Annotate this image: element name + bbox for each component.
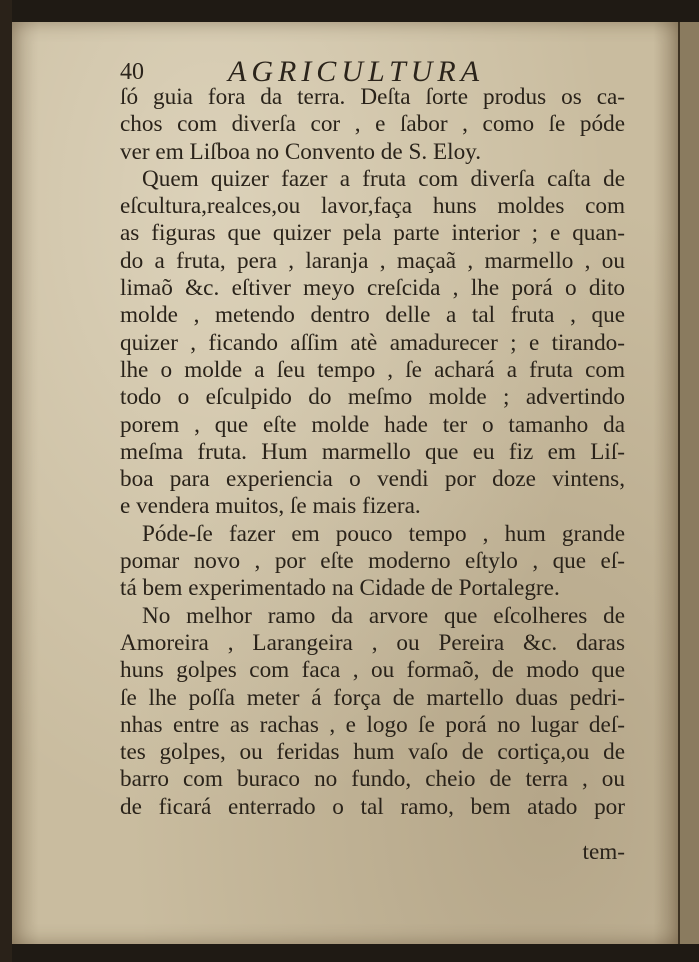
text-line: ſó guia fora da terra. Deſta ſorte produs os ca- [120, 84, 625, 110]
text-line: chos com diverſa cor , e ſabor , como ſe póde [120, 111, 625, 138]
binding-shadow [0, 0, 12, 962]
text-line: Quem quizer fazer a fruta com diverſa caſta de [142, 165, 625, 192]
text-line: e vendera muitos, ſe mais fizera. [120, 493, 421, 520]
text-line: de ficará enterrado o tal ramo, bem atado por [120, 793, 625, 820]
text-line: lhe o molde a ſeu tempo , ſe achará a fruta com [120, 356, 625, 383]
text-line: boa para experiencia o vendi por doze vintens, [120, 466, 625, 493]
text-line: porem , que eſte molde hade ter o tamanho da [120, 411, 625, 438]
text-line: as figuras que quizer pela parte interior ; e quan- [120, 220, 625, 247]
text-line: No melhor ramo da arvore que eſcolheres de [142, 602, 625, 629]
text-line: limaõ &c. eſtiver meyo creſcida , lhe porá o dito [120, 275, 625, 302]
text-line: tá bem experimentado na Cidade de Portalegre. [120, 575, 560, 602]
catchword: tem- [582, 839, 625, 865]
text-line: huns golpes com faca , ou formaõ, de modo que [120, 657, 625, 684]
text-line: do a fruta, pera , laranja , maçaã , marmello , ou [120, 247, 625, 274]
text-line: eſcultura,realces,ou lavor,faça huns moldes com [120, 193, 625, 220]
text-line: Amoreira , Larangeira , ou Pereira &c. daras [120, 629, 625, 656]
text-line: todo o eſculpido do meſmo molde ; advertindo [120, 384, 625, 411]
text-line: tes golpes, ou feridas hum vaſo de cortiça,ou de [120, 739, 625, 766]
text-line: meſma fruta. Hum marmello que eu fiz em Liſ- [120, 438, 625, 465]
text-line: molde , metendo dentro delle a tal fruta , que [120, 302, 625, 329]
text-line: ver em Liſboa no Convento de S. Eloy. [120, 138, 482, 165]
text-line: quizer , ficando aſſim atè amadurecer ; e tirando- [120, 329, 625, 356]
text-line: Póde-ſe fazer em pouco tempo , hum grande [142, 520, 625, 547]
running-title: AGRICULTURA [228, 55, 485, 88]
page-edge [678, 22, 699, 944]
text-line: nhas entre as rachas , e logo ſe porá no lugar deſ- [120, 711, 625, 738]
body-text [120, 84, 625, 821]
text-line: barro com buraco no fundo, cheio de terra , ou [120, 766, 625, 793]
text-line: pomar novo , por eſte moderno eſtylo , que eſ- [120, 548, 625, 575]
page-number: 40 [120, 59, 144, 85]
text-line: ſe lhe poſſa meter á força de martello duas pedri- [120, 684, 625, 711]
